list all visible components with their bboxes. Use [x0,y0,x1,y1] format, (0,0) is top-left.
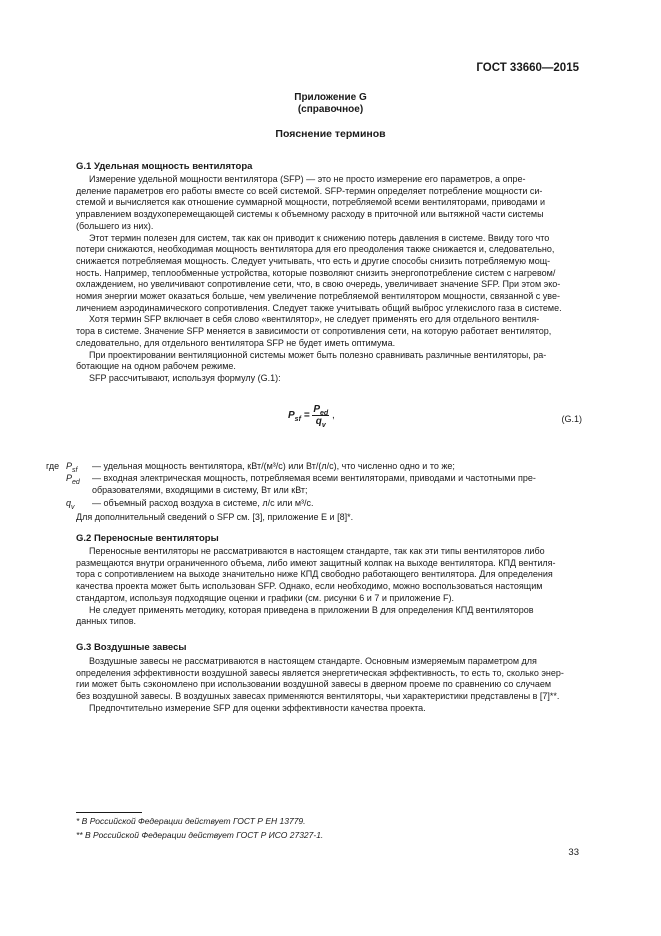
text-line: деление параметров его работы вместе со всей системой. SFP-термин определяет потребление мощности си- [76,185,543,196]
text-line: потери снижаются, необходимая мощность вентилятора для его преодоления также снижается и, следовательно, [76,244,555,255]
text-line: Хотя термин SFP включает в себя слово «вентилятор», не следует применять его для отдельного вентиля- [89,314,540,325]
text-line: ботающие на одном рабочем режиме. [76,361,236,372]
def-symbol: P [66,473,73,484]
section-g1-body [76,174,582,385]
text-line: данных типов. [76,616,136,627]
annex-subtitle: (справочное) [297,104,364,115]
text-line: ность. Например, теплообменные устройства, которые позволяют снизить энергопотребление систем с нагревом/ [76,267,556,278]
text-line: Не следует применять методику, которая приведена в приложении B для определения КПД вентиляторов [89,604,534,615]
text-line: стандартом, используя подходящие оценки и графики (см. рисунки 6 и 7 и приложение F). [76,592,455,603]
standard-number: ГОСТ 33660—2015 [476,62,579,74]
section-g2-body [76,546,582,628]
page-number: 33 [568,847,579,858]
text-line: личением аэродинамического сопротивления. Следует также учитывать общий выброс углекислого газа в системе. [76,302,562,313]
annex-title: Приложение G [294,92,367,103]
def-symbol-sub: v [71,503,75,511]
formula-fraction [312,404,329,427]
definition-row [46,472,582,484]
footnote-divider [76,812,142,813]
text-line: Измерение удельной мощности вентилятора (SFP) — это не просто измерение его параметров, а опре- [89,174,526,184]
def-symbol-sub: ed [72,479,80,486]
section-g3-heading: G.3 Воздушные завесы [76,642,187,653]
text-line: снижается потребляемая мощность. Следует учитывать, что есть и другие способы снизить потребляемую мощ- [76,255,551,266]
section-g3-body [76,656,582,715]
text-line: тора с сопротивлением на выходе значительно ниже КПД свободно работающего вентилятора. Для определения [76,569,553,580]
text-line: охлаждением, но увеличивают сопротивление сети, что, в свою очередь, увеличивает значение SFP. При этом эко- [76,279,561,290]
text-line: определения эффективности воздушной завесы является энергетическая эффективность, то есть то, сколько энер- [76,667,564,678]
def-symbol-sub: sf [72,466,78,474]
def-symbol: q [66,497,72,508]
text-line: стемой и вычисляется как отношение суммарной мощности, потребляемой всеми вентиляторами, приводами и [76,197,545,208]
formula-numerator: P [313,404,320,415]
text-line: Этот термин полезен для систем, так как он приводит к снижению потерь давления в системе. Ввиду того что [89,232,550,243]
additional-info-text: Для дополнительный сведений о SFP см. [3], приложение E и [8]*. [76,511,354,522]
text-line: Предпочтительно измерение SFP для оценки эффективности качества проекта. [89,702,426,713]
definition-row [46,460,582,472]
text-line: тора в системе. Значение SFP меняется в зависимости от сопротивления сети, на которую работает вентилятор, [76,326,552,337]
def-text: образователями, входящими в систему, Вт или кВт; [92,485,308,496]
formula-numerator-sub: ed [319,410,329,417]
definition-row [46,497,582,509]
def-text: — объемный расход воздуха в системе, л/с или м³/с. [92,497,314,508]
text-line: Воздушные завесы не рассматриваются в настоящем стандарте. Основным измеряемым параметром для [89,656,537,666]
document-title: Пояснение терминов [275,128,386,140]
additional-info [46,511,582,523]
where-label: где [46,461,60,471]
text-line: следовательно, для отдельного вентилятора SFP не будет иметь оптимума. [76,337,396,348]
text-line: гии может быть сэкономлено при использовании воздушной завесы в дверном проеме по сравнению со случаем [76,679,552,690]
definitions-list [46,460,582,523]
footnote-1: * В Российской Федерации действует ГОСТ Р ЕН 13779. [76,816,306,826]
section-g2-heading: G.2 Переносные вентиляторы [76,533,219,544]
text-line: При проектировании вентиляционной системы может быть полезно сравнивать различные вентиляторы, ра- [89,349,547,360]
def-text: — удельная мощность вентилятора, кВт/(м³/с) или Вт/(л/с), что численно одно и то же; [92,461,455,471]
footnote-2: ** В Российской Федерации действует ГОСТ Р ИСО 27327-1. [76,830,324,840]
text-line: (большего из них). [76,220,154,231]
section-g1-heading: G.1 Удельная мощность вентилятора [76,161,253,172]
text-line: без воздушной завесы. В воздушных завесах применяются вентиляторы, чьи характеристики представлены в [7]**. [76,691,560,702]
text-line: размещаются внутри ограниченного объема, либо имеют защитный колпак на выходе вентилятора. КПД вентиля- [76,557,556,568]
formula-denominator: q [315,416,322,427]
text-line: номия энергии может оказаться больше, чем увеличение потребляемой вентилятором мощности, связанной с уве- [76,291,560,302]
def-text: — входная электрическая мощность, потребляемая всеми вентиляторами, приводами и частотными пре- [92,473,536,484]
def-symbol: P [66,461,73,471]
text-line: Переносные вентиляторы не рассматриваются в настоящем стандарте, так как эти типы вентиляторов либо [89,546,545,556]
annex-heading [0,92,661,116]
text-line: управлением воздухоперемещающей системы к объемному расходу в приточной или вытяжной части системы [76,209,544,220]
formula-lhs-sub: sf [294,416,301,424]
text-line: качества проекта может быть использован SFP. Однако, если необходимо, можно воспользоваться настоящим [76,581,543,592]
formula-denominator-sub: v [321,422,326,429]
formula-lhs: P [288,410,295,422]
formula-g1: $P_{sf}$ = $\frac{P_{ed}}{q_v}$ , [288,404,335,429]
formula-comma: , [331,410,335,422]
definition-row [46,484,582,496]
text-line: SFP рассчитывают, используя формулу (G.1): [89,372,281,383]
equation-number: (G.1) [561,414,582,424]
